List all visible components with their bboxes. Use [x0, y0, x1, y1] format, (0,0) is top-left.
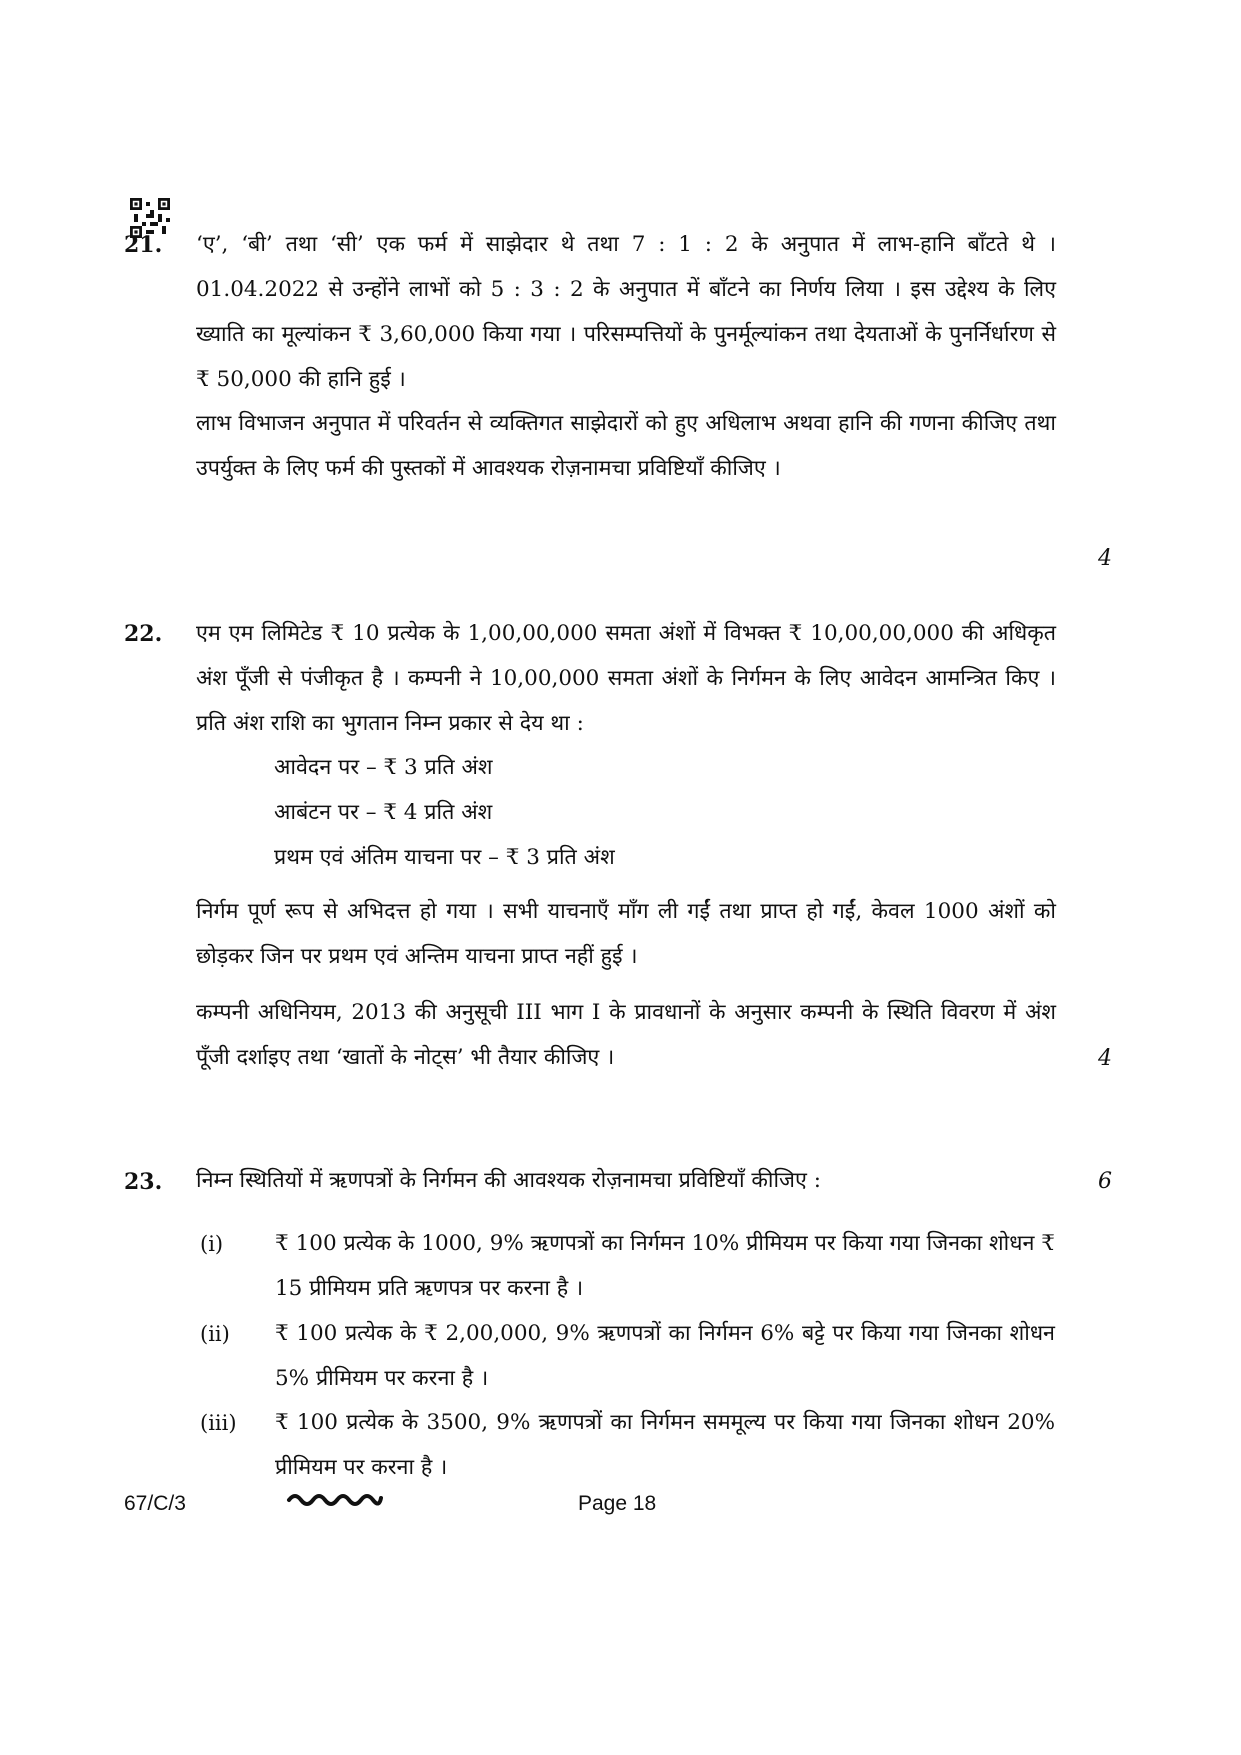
question-22-option-allotment: आबंटन पर – ₹ 4 प्रति अंश — [274, 800, 493, 825]
question-21-instruction: लाभ विभाजन अनुपात में परिवर्तन से व्यक्तिगत साझेदारों को हुए अधिलाभ अथवा हानि की गणना कीजिए तथा उपर्युक्त के लिए फर्म की पुस्तकों में आवश्यक रोज़नामचा प्रविष्टियाँ कीजिए । — [196, 411, 1056, 481]
question-23-number: 23. — [124, 1169, 163, 1195]
question-23-part-ii-text: ₹ 100 प्रत्येक के ₹ 2,00,000, 9% ऋणपत्रों का निर्गमन 6% बट्टे पर किया गया जिनका शोधन 5% प्रीमियम पर करना है । — [275, 1321, 1055, 1391]
question-23-part-ii-label: (ii) — [200, 1322, 230, 1346]
question-22-number: 22. — [124, 621, 163, 647]
question-23-part-iii-label: (iii) — [200, 1411, 237, 1435]
wave-divider-icon — [285, 1486, 385, 1510]
question-21-marks: 4 — [1098, 546, 1112, 571]
page-number: Page 18 — [578, 1492, 657, 1515]
question-22-text: एम एम लिमिटेड ₹ 10 प्रत्येक के 1,00,00,000 समता अंशों में विभक्त ₹ 10,00,00,000 की अधिकृत अंश पूँजी से पंजीकृत है । कम्पनी ने 10,00,000 समता अंशों के निर्गमन के लिए आवेदन आमन्त्रित किए । प्रति अंश राशि का भुगतान निम्न प्रकार से देय था : — [196, 621, 1056, 736]
question-22-issue-details: निर्गम पूर्ण रूप से अभिदत्त हो गया । सभी याचनाएँ माँग ली गईं तथा प्राप्त हो गईं, केवल 1000 अंशों को छोड़कर जिन पर प्रथम एवं अन्तिम याचना प्राप्त नहीं हुई । — [196, 899, 1056, 969]
question-22-option-application: आवेदन पर – ₹ 3 प्रति अंश — [274, 755, 493, 780]
question-23-part-i-label: (i) — [200, 1232, 224, 1256]
paper-code: 67/C/3 — [124, 1492, 186, 1515]
question-21-number: 21. — [124, 232, 163, 258]
question-22-option-call: प्रथम एवं अंतिम याचना पर – ₹ 3 प्रति अंश — [274, 845, 615, 870]
question-23-intro: निम्न स्थितियों में ऋणपत्रों के निर्गमन की आवश्यक रोज़नामचा प्रविष्टियाँ कीजिए : — [196, 1168, 821, 1193]
question-22-instruction: कम्पनी अधिनियम, 2013 की अनुसूची III भाग I के प्रावधानों के अनुसार कम्पनी के स्थिति विवरण में अंश पूँजी दर्शाइए तथा ‘खातों के नोट्स’ भी तैयार कीजिए । — [196, 1000, 1056, 1070]
question-23-marks: 6 — [1098, 1169, 1112, 1194]
question-22-marks: 4 — [1098, 1046, 1112, 1071]
question-23-part-i-text: ₹ 100 प्रत्येक के 1000, 9% ऋणपत्रों का निर्गमन 10% प्रीमियम पर किया गया जिनका शोधन ₹ 15 प्रीमियम प्रति ऋणपत्र पर करना है । — [275, 1231, 1055, 1301]
question-21-text: ‘ए’, ‘बी’ तथा ‘सी’ एक फर्म में साझेदार थे तथा 7 : 1 : 2 के अनुपात में लाभ-हानि बाँटते थे । 01.04.2022 से उन्होंने लाभों को 5 : 3 : 2 के अनुपात में बाँटने का निर्णय लिया । इस उद्देश्य के लिए ख्याति का मूल्यांकन ₹ 3,60,000 किया गया । परिसम्पत्तियों के पुनर्मूल्यांकन तथा देयताओं के पुनर्निर्धारण से ₹ 50,000 की हानि हुई । — [196, 232, 1056, 392]
question-23-part-iii-text: ₹ 100 प्रत्येक के 3500, 9% ऋणपत्रों का निर्गमन सममूल्य पर किया गया जिनका शोधन 20% प्रीमियम पर करना है । — [275, 1410, 1055, 1480]
